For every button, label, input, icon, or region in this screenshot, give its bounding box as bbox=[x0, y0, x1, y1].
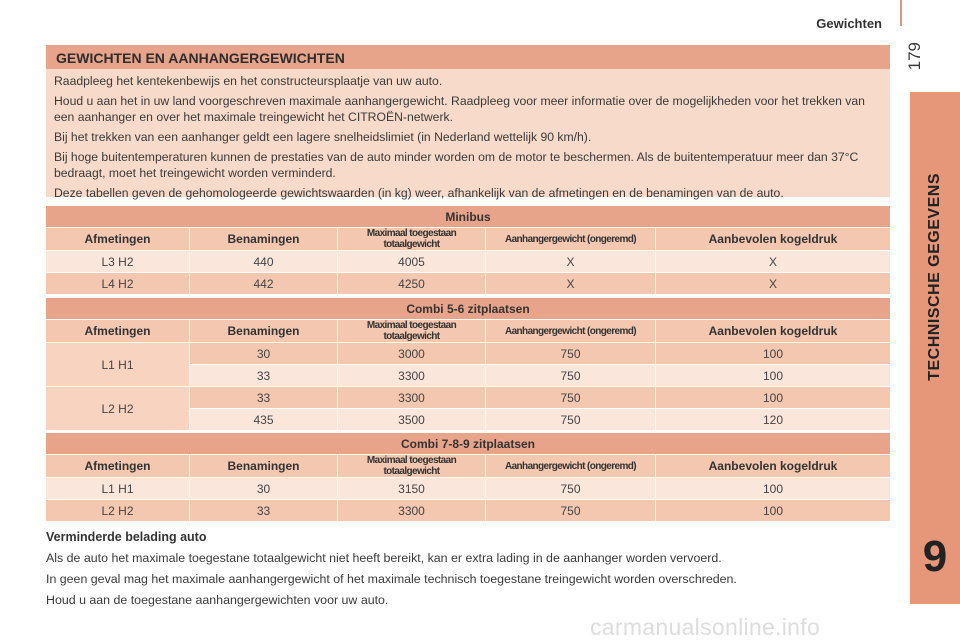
table-title: Combi 5-6 zitplaatsen bbox=[46, 298, 890, 320]
table-cell: 750 bbox=[486, 387, 656, 409]
table-cell: 750 bbox=[486, 500, 656, 522]
table-cell: 3300 bbox=[338, 387, 486, 409]
table-row bbox=[46, 478, 890, 500]
table-cell: 750 bbox=[486, 478, 656, 500]
column-header: Aanbevolen kogeldruk bbox=[656, 228, 890, 251]
table-cell: X bbox=[486, 273, 656, 295]
table-cell: 750 bbox=[486, 365, 656, 387]
table-cell: 3150 bbox=[338, 478, 486, 500]
table-cell: 3500 bbox=[338, 409, 486, 431]
column-header: Afmetingen bbox=[46, 320, 190, 343]
section-title: Gewichten bbox=[816, 16, 882, 31]
table-cell: 435 bbox=[190, 409, 338, 431]
chapter-label: TECHNISCHE GEGEVENS bbox=[926, 173, 943, 381]
column-header: Benamingen bbox=[190, 228, 338, 251]
watermark: carmanualsonline.info bbox=[590, 614, 821, 640]
column-header: Afmetingen bbox=[46, 228, 190, 251]
reduced-load-paragraph: Als de auto het maximale toegestane totaalgewicht niet heeft bereikt, kan er extra lading in de aanhanger worden vervoerd. bbox=[46, 551, 722, 565]
page-number: 179 bbox=[905, 42, 924, 71]
intro-paragraph: Deze tabellen geven de gehomologeerde gewichtswaarden (in kg) weer, afhankelijk van de afmetingen en de benamingen van de auto. bbox=[54, 186, 784, 200]
column-header: Aanhangergewicht (ongeremd) bbox=[486, 455, 656, 478]
table-cell: 4250 bbox=[338, 273, 486, 295]
table-cell: L2 H2 bbox=[46, 387, 190, 431]
table-cell: 100 bbox=[656, 365, 890, 387]
column-header: Maximaal toegestaan totaalgewicht bbox=[338, 228, 486, 251]
combi-5-6-table bbox=[46, 298, 890, 431]
table-cell: 3300 bbox=[338, 365, 486, 387]
table-cell: X bbox=[656, 273, 890, 295]
table-cell: 33 bbox=[190, 387, 338, 409]
table-row bbox=[46, 343, 890, 365]
table-cell: 100 bbox=[656, 478, 890, 500]
table-cell: L2 H2 bbox=[46, 500, 190, 522]
column-header: Aanhangergewicht (ongeremd) bbox=[486, 320, 656, 343]
table-cell: 30 bbox=[190, 343, 338, 365]
table-cell: 100 bbox=[656, 343, 890, 365]
header-divider bbox=[900, 0, 902, 26]
table-cell: L3 H2 bbox=[46, 251, 190, 273]
intro-paragraph: Houd u aan het in uw land voorgeschreven maximale aanhangergewicht. Raadpleeg voor meer informatie over de mogelijkheden voor het trekken van een aanhanger en over het maximale treingewicht het CITROËN-netwerk. bbox=[54, 94, 865, 124]
table-cell: 100 bbox=[656, 387, 890, 409]
column-header: Afmetingen bbox=[46, 455, 190, 478]
column-header: Benamingen bbox=[190, 320, 338, 343]
chapter-number: 9 bbox=[922, 532, 948, 581]
intro-paragraph: Bij het trekken van een aanhanger geldt een lagere snelheidslimiet (in Nederland wettelijk 90 km/h). bbox=[54, 130, 592, 144]
intro-paragraph: Bij hoge buitentemperaturen kunnen de prestaties van de auto minder worden om de motor te beschermen. Als de buitentemperatuur meer dan 37°C bedraagt, moet het treingewicht worden verminderd. bbox=[54, 150, 859, 180]
table-row bbox=[46, 251, 890, 273]
table-cell: 30 bbox=[190, 478, 338, 500]
reduced-load-section bbox=[46, 529, 890, 613]
table-row bbox=[46, 387, 890, 409]
reduced-load-paragraph: Houd u aan de toegestane aanhangergewichten voor uw auto. bbox=[46, 593, 389, 607]
table-cell: 750 bbox=[486, 409, 656, 431]
column-header: Benamingen bbox=[190, 455, 338, 478]
table-cell: L1 H1 bbox=[46, 478, 190, 500]
table-cell: 750 bbox=[486, 343, 656, 365]
table-cell: 3000 bbox=[338, 343, 486, 365]
column-header: Maximaal toegestaan totaalgewicht bbox=[338, 455, 486, 478]
column-header: Aanbevolen kogeldruk bbox=[656, 455, 890, 478]
combi-7-8-9-table bbox=[46, 433, 890, 522]
table-cell: 33 bbox=[190, 500, 338, 522]
column-header: Maximaal toegestaan totaalgewicht bbox=[338, 320, 486, 343]
table-row bbox=[46, 273, 890, 295]
table-cell: 100 bbox=[656, 500, 890, 522]
minibus-table bbox=[46, 206, 890, 295]
table-cell: 4005 bbox=[338, 251, 486, 273]
chapter-side-tab bbox=[910, 92, 960, 604]
reduced-load-paragraph: In geen geval mag het maximale aanhangergewicht of het maximale technisch toegestane treingewicht worden overschreden. bbox=[46, 572, 737, 586]
intro-box bbox=[46, 45, 890, 200]
table-cell: X bbox=[656, 251, 890, 273]
column-header: Aanbevolen kogeldruk bbox=[656, 320, 890, 343]
table-cell: 3300 bbox=[338, 500, 486, 522]
table-title: Minibus bbox=[46, 206, 890, 228]
table-cell: L4 H2 bbox=[46, 273, 190, 295]
table-cell: X bbox=[486, 251, 656, 273]
intro-title: GEWICHTEN EN AANHANGERGEWICHTEN bbox=[46, 45, 890, 69]
intro-paragraph: Raadpleeg het kentekenbewijs en het constructeursplaatje van uw auto. bbox=[54, 74, 443, 88]
table-row bbox=[46, 500, 890, 522]
table-cell: L1 H1 bbox=[46, 343, 190, 387]
table-title: Combi 7-8-9 zitplaatsen bbox=[46, 433, 890, 455]
table-cell: 440 bbox=[190, 251, 338, 273]
table-cell: 442 bbox=[190, 273, 338, 295]
table-cell: 120 bbox=[656, 409, 890, 431]
column-header: Aanhangergewicht (ongeremd) bbox=[486, 228, 656, 251]
table-cell: 33 bbox=[190, 365, 338, 387]
reduced-load-heading: Verminderde belading auto bbox=[46, 530, 207, 544]
